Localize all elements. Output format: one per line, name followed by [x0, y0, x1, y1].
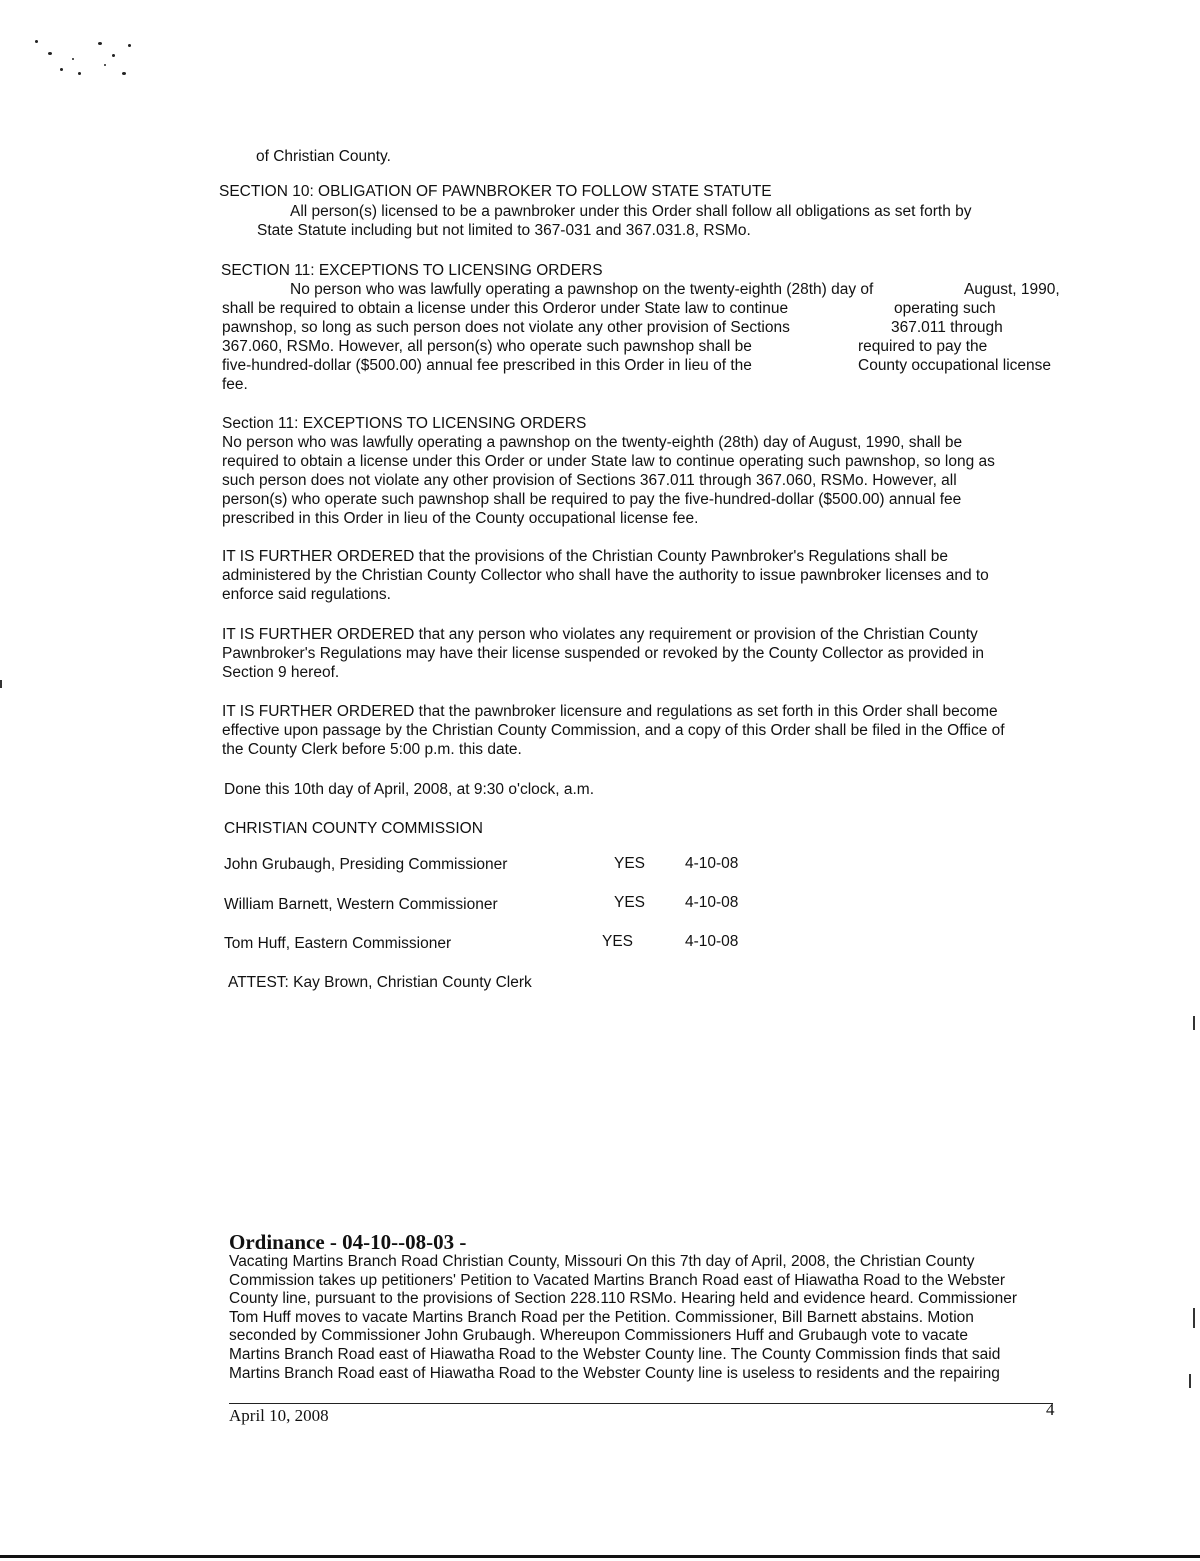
section-11-line: five-hundred-dollar ($500.00) annual fee prescribed in this Order in lieu of the — [222, 357, 752, 374]
section-10-line: All person(s) licensed to be a pawnbroker under this Order shall follow all obligations as set forth by — [290, 203, 972, 220]
section-11-line: fee. — [222, 376, 248, 393]
ordinance-line: Martins Branch Road east of Hiawatha Road to the Webster County line. The County Commission finds that said — [229, 1345, 1001, 1363]
signatory-row — [224, 856, 507, 874]
signatory-vote: YES — [614, 855, 646, 872]
section-11b-line: such person does not violate any other provision of Sections 367.011 through 367.060, RSMo. However, all — [222, 472, 957, 489]
ordinance-line: Martins Branch Road east of Hiawatha Road to the Webster County line is useless to residents and the repairing — [229, 1364, 1000, 1382]
ordinance-line: Commission takes up petitioners' Petition to Vacated Martins Branch Road east of Hiawatha Road to the Webster — [229, 1271, 1006, 1289]
order-line: IT IS FURTHER ORDERED that the provisions of the Christian County Pawnbroker's Regulations shall be — [222, 548, 949, 565]
ordinance-title: Ordinance - 04-10--08-03 - — [229, 1230, 467, 1254]
section-11-line: No person who was lawfully operating a pawnshop on the twenty-eighth (28th) day of — [290, 281, 874, 298]
page-number: 4 — [1046, 1400, 1055, 1419]
signatory-name: John Grubaugh, Presiding Commissioner — [224, 856, 508, 873]
section-11b-line: person(s) who operate such pawnshop shall be required to pay the five-hundred-dollar ($500.00) annual fee — [222, 491, 962, 508]
section-11-line: 367.060, RSMo. However, all person(s) who operate such pawnshop shall be — [222, 338, 752, 355]
section-11-right-line: August, 1990, — [964, 281, 1060, 298]
section-11-right-line: operating such — [894, 300, 996, 317]
signatory-row — [224, 935, 451, 953]
scan-edge-mark — [1189, 1374, 1191, 1388]
signatory-name: Tom Huff, Eastern Commissioner — [224, 935, 452, 952]
commission-heading: CHRISTIAN COUNTY COMMISSION — [224, 820, 483, 837]
scan-edge-mark — [1193, 1308, 1195, 1328]
section-11-right-column — [858, 280, 1060, 375]
order-line: the County Clerk before 5:00 p.m. this date. — [222, 741, 522, 758]
signatory-name: William Barnett, Western Commissioner — [224, 896, 498, 913]
section-10-heading: SECTION 10: OBLIGATION OF PAWNBROKER TO FOLLOW STATE STATUTE — [219, 183, 772, 200]
scan-bottom-edge — [0, 1555, 1200, 1558]
ordinance-body — [229, 1253, 1017, 1383]
further-ordered-effective — [222, 702, 1072, 759]
section-11-line: pawnshop, so long as such person does not violate any other provision of Sections — [222, 319, 790, 336]
section-11-heading: SECTION 11: EXCEPTIONS TO LICENSING ORDERS — [221, 262, 603, 279]
order-line: IT IS FURTHER ORDERED that any person who violates any requirement or provision of the Christian County — [222, 626, 978, 643]
signatory-date: 4-10-08 — [685, 894, 739, 911]
signatory-date: 4-10-08 — [685, 855, 739, 872]
done-statement: Done this 10th day of April, 2008, at 9:30 o'clock, a.m. — [224, 781, 595, 798]
footer-date: April 10, 2008 — [229, 1406, 329, 1425]
section-11-right-line: County occupational license — [858, 357, 1052, 374]
section-11b-line: No person who was lawfully operating a pawnshop on the twenty-eighth (28th) day of August, 1990, shall be — [222, 434, 963, 451]
attest-line: ATTEST: Kay Brown, Christian County Clerk — [228, 974, 532, 991]
order-line: effective upon passage by the Christian County Commission, and a copy of this Order shall be filed in the Office of — [222, 722, 1005, 739]
scan-edge-mark — [1193, 1016, 1195, 1030]
section-11-right-line: 367.011 through — [891, 319, 1003, 336]
section-11-line: shall be required to obtain a license under this Orderor under State law to continue — [222, 300, 789, 317]
order-line: enforce said regulations. — [222, 586, 391, 603]
ordinance-line: County line, pursuant to the provisions of Section 228.110 RSMo. Hearing held and evidence heard. Commissioner — [229, 1290, 1018, 1308]
order-line: Pawnbroker's Regulations may have their license suspended or revoked by the County Collector as provided in — [222, 645, 985, 662]
section-11b-line: required to obtain a license under this Order or under State law to continue operating such pawnshop, so long as — [222, 453, 995, 470]
section-11b-body — [222, 433, 1072, 528]
footer-divider — [229, 1403, 1053, 1404]
section-11-right-line: required to pay the — [858, 338, 988, 355]
section-11b-line: prescribed in this Order in lieu of the County occupational license fee. — [222, 510, 699, 527]
order-line: IT IS FURTHER ORDERED that the pawnbroker licensure and regulations as set forth in this Order shall become — [222, 703, 998, 720]
signatory-vote: YES — [602, 933, 634, 950]
section-10-body — [222, 202, 1072, 240]
signatory-date: 4-10-08 — [685, 933, 739, 950]
signatory-row — [224, 896, 498, 914]
further-ordered-violations — [222, 625, 1072, 682]
scan-edge-mark — [0, 680, 2, 688]
order-line: Section 9 hereof. — [222, 664, 340, 681]
ordinance-line: Vacating Martins Branch Road Christian County, Missouri On this 7th day of April, 2008, the Christian County — [229, 1253, 975, 1270]
continuation-text: of Christian County. — [256, 148, 391, 165]
further-ordered-collector — [222, 547, 1072, 604]
order-line: administered by the Christian County Collector who shall have the authority to issue pawnbroker licenses and to — [222, 567, 989, 584]
ordinance-line: Tom Huff moves to vacate Martins Branch Road per the Petition. Commissioner, Bill Barnett abstains. Motion — [229, 1308, 974, 1326]
signatory-vote: YES — [614, 894, 646, 911]
ordinance-line: seconded by Commissioner John Grubaugh. Whereupon Commissioners Huff and Grubaugh vote to vacate — [229, 1327, 968, 1345]
section-10-line: State Statute including but not limited to 367-031 and 367.031.8, RSMo. — [257, 222, 751, 239]
section-11b-heading: Section 11: EXCEPTIONS TO LICENSING ORDERS — [222, 415, 587, 432]
